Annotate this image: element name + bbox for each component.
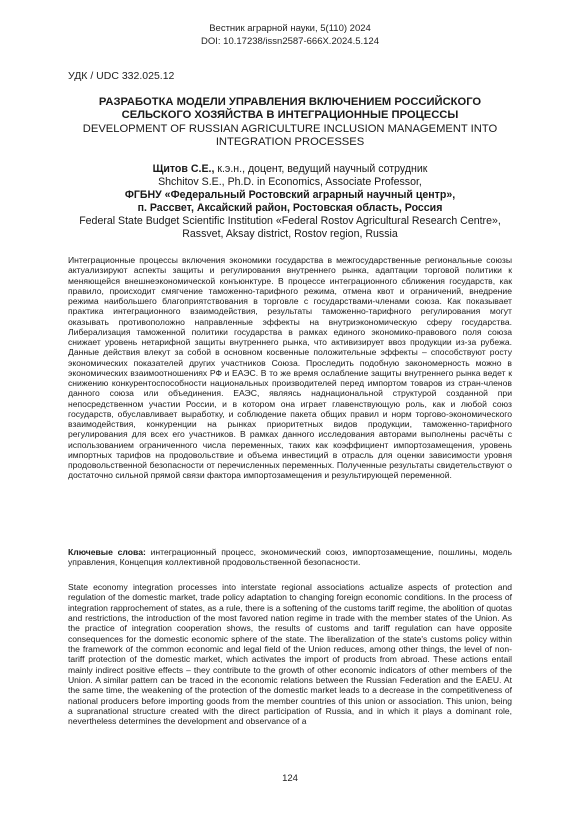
journal-title: Вестник аграрной науки, 5(110) 2024 [209, 23, 371, 34]
keywords-text: интеграционный процесс, экономический союз, импортозамещение, пошлины, модель управления, Концепция коллективной продовольственной безопасности. [68, 547, 512, 568]
author-position-ru: к.э.н., доцент, ведущий научный сотрудник [214, 163, 428, 175]
author-line-ru [60, 163, 520, 176]
affiliation-en: Federal State Budget Scientific Institution «Federal Rostov Agricultural Research Centre», Rassvet, Aksay district, Rostov region, Russia [79, 215, 501, 240]
keywords-label: Ключевые слова: [68, 547, 146, 557]
affiliation-ru-1: ФГБНУ «Федеральный Ростовский аграрный научный центр», [124, 189, 456, 201]
title-russian: РАЗРАБОТКА МОДЕЛИ УПРАВЛЕНИЯ ВКЛЮЧЕНИЕМ РОССИЙСКОГО СЕЛЬСКОГО ХОЗЯЙСТВА В ИНТЕГРАЦИОННЫЕ ПРОЦЕССЫ [98, 96, 482, 122]
abstract-russian: Интеграционные процессы включения экономики государства в межгосударственные региональные союзы актуализируют аспекты защиты и регулирования внутреннего рынка, адаптации торговой политики к меняющейся внешнеэкономической конъюнктуре. В процессе интеграционного сближения государств, как правило, происходит смягчение таможенно-тарифного режима, отмена квот и ограничений, внедрение режима наибольшего благоприятствования в торговле с государствами-членами союза. Как показывает практика интеграционного взаимодействия, результаты таможенно-тарифного регулирования могут оказывать противоположно направленные эффекты на внутриэкономическую сферу государства. Либерализация таможенной политики государства в рамках единого экономико-правового поля союза снижает уровень нетарифной защиты внутреннего рынка, что активизирует ввоз продукции из-за рубежа. Данные действия влекут за собой в основном косвенные положительные эффекты – способствуют росту экономических показателей других участников Союза. Проследить подобную закономерность можно в экономических взаимоотношениях РФ и ЕАЭС. В то же время ослабление защиты внутреннего рынка ведет к снижению конкурентоспособности национальных производителей перед импортом товаров из стран-членов данного союза или объединения. ЕАЭС, являясь наднациональной структурой созданной при непосредственном участии России, и в котором она играет главенствующую роль, как и любой союз государств, обуславливает выработку, и соблюдение пакета общих правил и норм торгово-экономического взаимодействия, конкуренции на рынках приоритетных видов продукции, таможенно-тарифного регулирования для всех его участников. В рамках данного исследования авторами выполнены расчёты с использованием ограниченного числа переменных, таких как коэффициент импортозамещения, уровень импортных тарифов на продовольствие и объема инвестиций в отрасль для оценки зависимости уровня продовольственной безопасности от перечисленных переменных. Полученные результаты свидетельствуют о достаточно сильной прямой связи фактора импортозамещения и результирующей переменной. [68, 255, 512, 481]
page-number: 124 [282, 773, 298, 784]
affiliation-ru-2: п. Рассвет, Аксайский район, Ростовская область, Россия [137, 202, 443, 214]
title-english: DEVELOPMENT OF RUSSIAN AGRICULTURE INCLUSION MANAGEMENT INTO INTEGRATION PROCESSES [82, 123, 498, 149]
abstract-english: State economy integration processes into interstate regional associations actualize aspects of protection and regulation of the domestic market, trade policy adaptation to changing foreign economic conditions. In the process of integration rapprochement of states, as a rule, there is a softening of the customs tariff regime, the abolition of quotas and restrictions, the introduction of the most favored nation regime in trade with the member states of the Union. As the practice of integration cooperation shows, the results of customs and tariff regulation can have opposite consequences for the domestic economic sphere of the state. The liberalization of the state's customs policy within the framework of the common economic and legal field of the Union reduces, among other things, the level of non-tariff protection of the domestic market, which activates the import of products from abroad. These actions entail mainly indirect positive effects – they contribute to the growth of other economic indicators of other members of the Union. A similar pattern can be traced in the economic relations between the Russian Federation and the EAEU. At the same time, the weakening of the protection of the domestic market leads to a decrease in the competitiveness of national producers before importing goods from the member countries of this union or association. This union, being a supranational structure created with the direct participation of Russia, and in which it plays a dominant role, nevertheless determines the development and observance of a [68, 582, 512, 727]
author-line-en: Shchitov S.E., Ph.D. in Economics, Associate Professor, [158, 176, 422, 188]
udc-code: УДК / UDC 332.025.12 [68, 70, 175, 82]
running-header [0, 22, 580, 48]
author-block [60, 163, 520, 241]
keywords-ru [68, 547, 512, 568]
doi: DOI: 10.17238/issn2587-666X.2024.5.124 [201, 36, 379, 47]
author-name-ru: Щитов С.Е., [152, 163, 215, 175]
